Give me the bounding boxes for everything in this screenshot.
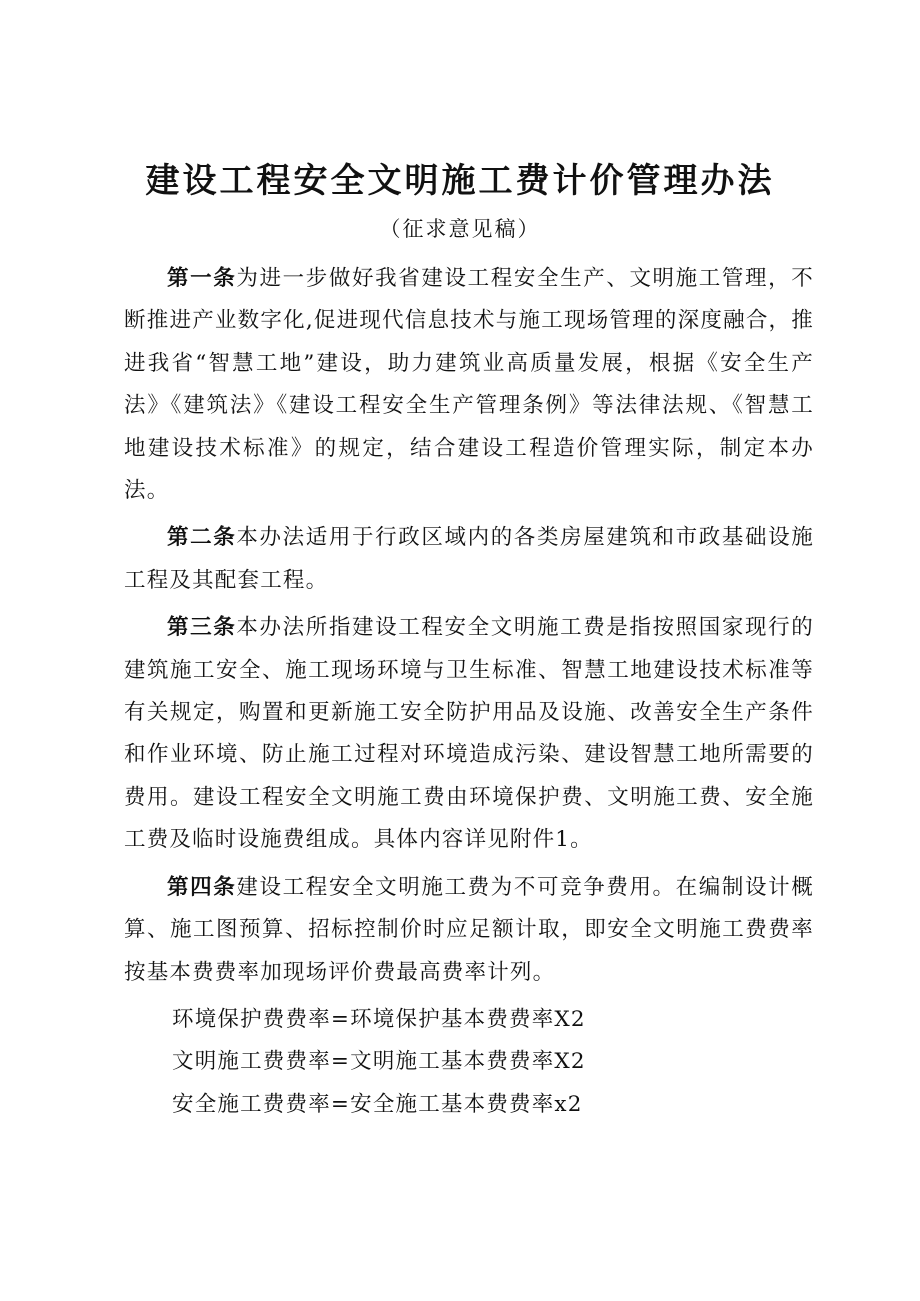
article-3-heading: 第三条 <box>167 615 237 641</box>
article-2-text: 本办法适用于行政区域内的各类房屋建筑和市政基础设施工程及其配套工程。 <box>124 525 814 593</box>
formula-safety-rate: 安全施工费费率=安全施工基本费费率x2 <box>172 1091 583 1117</box>
article-2-heading: 第二条 <box>167 525 237 551</box>
article-1-text: 为进一步做好我省建设工程安全生产、文明施工管理，不断推进产业数字化,促进现代信息技术与施工现场管理的深度融合，推进我省“智慧工地”建设，助力建筑业高质量发展，根据《安全生产法》《建筑法》《建设工程安全生产管理条例》等法律法规、《智慧工地建设技术标准》的规定，结合建设工程造价管理实际，制定本办法。 <box>124 266 814 504</box>
document-subtitle: （征求意见稿） <box>379 217 541 241</box>
article-3-text: 本办法所指建设工程安全文明施工费是指按照国家现行的建筑施工安全、施工现场环境与卫生标准、智慧工地建设技术标准等有关规定，购置和更新施工安全防护用品及设施、改善安全生产条件和作业环境、防止施工过程对环境造成污染、建设智慧工地所需要的费用。建设工程安全文明施工费由环境保护费、文明施工费、安全施工费及临时设施费组成。具体内容详见附件1。 <box>124 615 814 853</box>
formula-civilized-rate: 文明施工费费率=文明施工基本费费率X2 <box>172 1049 586 1075</box>
article-4 <box>124 867 814 994</box>
article-2 <box>124 517 814 602</box>
article-1-heading: 第一条 <box>167 266 237 291</box>
document-body <box>124 258 814 1126</box>
article-3 <box>124 607 814 861</box>
document-title: 建设工程安全文明施工费计价管理办法 <box>145 161 775 201</box>
article-4-heading: 第四条 <box>167 874 237 900</box>
formula-environment-rate: 环境保护费费率=环境保护基本费费率X2 <box>172 1006 586 1032</box>
article-1 <box>124 258 814 512</box>
article-4-text: 建设工程安全文明施工费为不可竞争费用。在编制设计概算、施工图预算、招标控制价时应足额计取，即安全文明施工费费率按基本费费率加现场评价费最高费率计列。 <box>124 874 814 985</box>
